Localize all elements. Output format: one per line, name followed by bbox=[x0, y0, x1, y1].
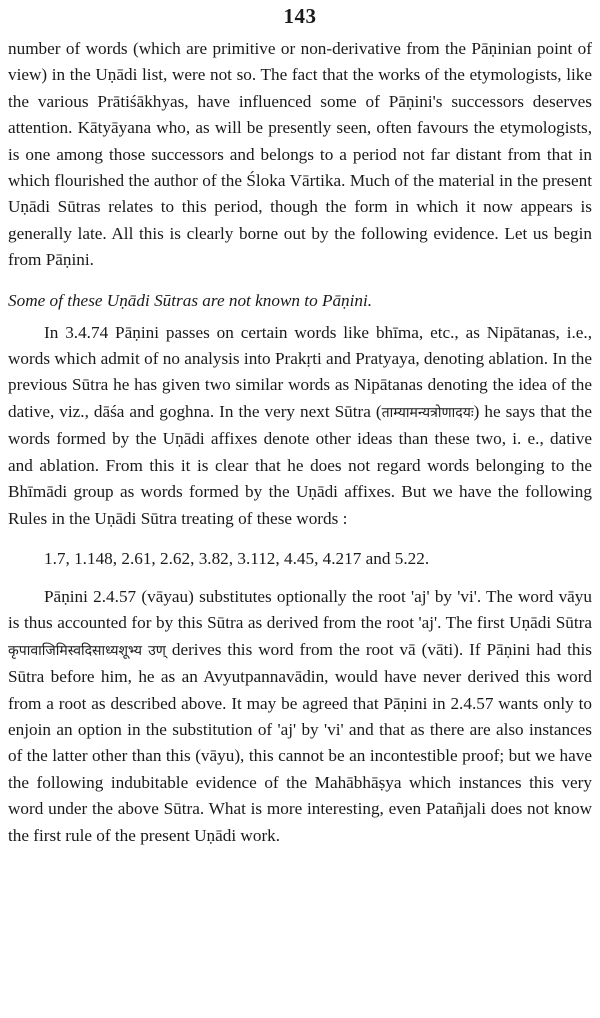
sutra-reference-list: 1.7, 1.148, 2.61, 2.62, 3.82, 3.112, 4.45, 4.217 and 5.22. bbox=[44, 548, 430, 568]
paragraph-bhimadi bbox=[8, 320, 592, 532]
paragraph-bhimadi-text-b: ) he says that the words formed by the Uṇādi affixes denote other ideas than these two, i. e., dative and ablation. From this it is clear that he does not regard words belonging to the Bhīmādi group as words formed by the Uṇādi affixes. But we have the following Rules in the Uṇādi Sūtra treating of these words : bbox=[8, 401, 592, 528]
paragraph-vayu bbox=[8, 584, 592, 849]
section-heading: Some of these Uṇādi Sūtras are not known to Pāṇini. bbox=[8, 290, 373, 310]
page-number: 143 bbox=[283, 4, 317, 28]
devanagari-sutra-2: कृपावाजिमिस्वदिसाध्यशूभ्य उण् bbox=[8, 642, 166, 659]
paragraph-bhimadi-text-a: In 3.4.74 Pāṇini passes on certain words like bhīma, etc., as Nipātanas, i.e., words which admit of no analysis into Prakṛti and Pratyaya, denoting ablation. In the previous Sūtra he has given two similar words as Nipātanas denoting the idea of the dative, viz., dāśa and goghna. In the very next Sūtra ( bbox=[8, 322, 592, 421]
paragraph-vayu-text-b: derives this word from the root vā (vāti). If Pāṇini had this Sūtra before him, he as an Avyutpannavādin, would have never derived this word from a root as described above. It may be agreed that Pāṇini in 2.4.57 wants only to enjoin an option in the substitution of 'aj' by 'vi' and that as there are also instances of the latter other than this (vāyu), this cannot be an incontestible proof; but we have the following indubitable evidence of the Mahābhāṣya which instances this very word under the above Sūtra. What is more interesting, even Patañjali does not know the first rule of the present Uṇādi work. bbox=[8, 639, 592, 845]
paragraph-intro: number of words (which are primitive or non-derivative from the Pāṇinian point of view) in the Uṇādi list, were not so. The fact that the works of the etymologists, like the various Prātiśākhyas, have influenced some of Pāṇini's successors deserves attention. Kātyāyana who, as will be presently seen, often favours the etymologists, is one among those successors and belongs to a period not far distant from that in which flourished the author of the Śloka Vārtika. Much of the material in the present Uṇādi Sūtras relates to this period, though the form in which it now appears is generally late. All this is clearly borne out by the following evidence. Let us begin from Pāṇini. bbox=[8, 39, 592, 270]
paragraph-vayu-text-a: Pāṇini 2.4.57 (vāyau) substitutes optionally the root 'aj' by 'vi'. The word vāyu is thus accounted for by this Sūtra as derived from the root 'aj'. The first Uṇādi Sūtra bbox=[8, 586, 592, 633]
devanagari-sutra-1: ताम्यामन्यत्रोणादयः bbox=[381, 404, 474, 421]
